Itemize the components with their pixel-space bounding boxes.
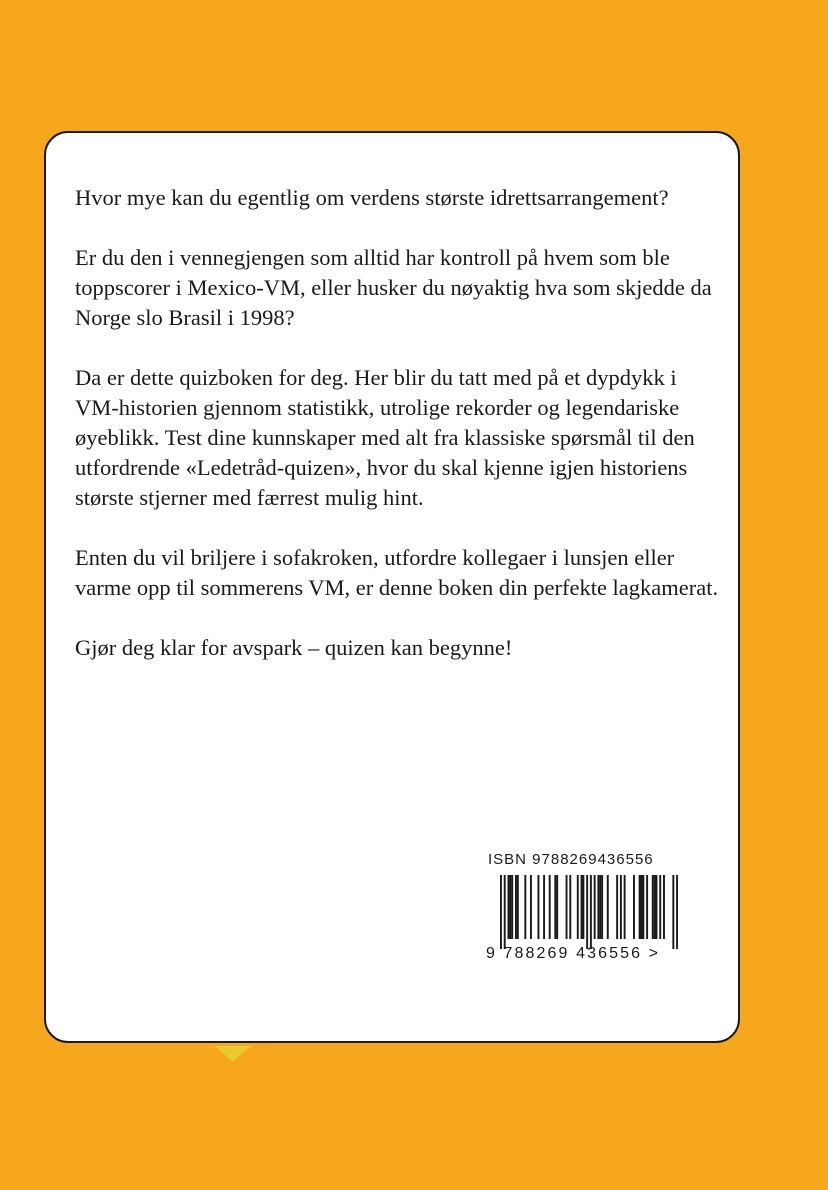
barcode-bar xyxy=(594,875,596,939)
barcode-bar xyxy=(601,875,603,939)
barcode-bar xyxy=(515,875,517,939)
barcode-bar xyxy=(554,875,556,939)
barcode-bar xyxy=(504,875,506,949)
barcode-bar xyxy=(654,875,656,939)
barcode-bar xyxy=(582,875,584,939)
barcode-bar xyxy=(659,875,661,939)
isbn-barcode xyxy=(486,851,701,963)
barcode-bar xyxy=(641,875,643,939)
barcode-bar xyxy=(530,875,532,939)
blurb-paragraph-1: Hvor mye kan du egentlig om verdens største idrettsarrangement? xyxy=(75,185,669,210)
blurb-paragraph-5: Gjør deg klar for avspark – quizen kan begynne! xyxy=(75,635,513,660)
blurb-paragraph-3: Da er dette quizboken for deg. Her blir du tatt med på et dypdykk i VM-historien gjennom statistikk, utrolige rekorder og legendariske øyeblikk. Test dine kunnskaper med alt fra klassiske spørsmål til den utfordrende «Ledetråd-quizen», hvor du skal kjenne igjen historiens største stjerner med færrest mulig hint. xyxy=(75,365,695,510)
barcode-bars-icon xyxy=(500,875,678,949)
decorative-triangle xyxy=(215,1046,251,1062)
barcode-bar xyxy=(507,875,509,939)
barcode-bar xyxy=(556,875,558,939)
barcode-bar xyxy=(599,875,601,939)
blurb-paragraph-2: Er du den i vennegjengen som alltid har kontroll på hvem som ble toppscorer i Mexico-VM, eller husker du nøyaktig hva som skjedde da Norge slo Brasil i 1998? xyxy=(75,245,712,330)
barcode-bar xyxy=(509,875,511,939)
barcode-bar xyxy=(511,875,513,939)
barcode-bar xyxy=(646,875,648,939)
barcode-bar xyxy=(524,875,526,939)
back-cover-card xyxy=(44,131,740,1043)
barcode-bar xyxy=(672,875,674,949)
barcode-bar xyxy=(652,875,654,939)
barcode-bar xyxy=(537,875,539,939)
barcode-bar xyxy=(642,875,644,939)
barcode-bar xyxy=(597,875,599,939)
barcode-bar xyxy=(639,875,641,939)
barcode-bar xyxy=(566,875,568,939)
barcode-bar xyxy=(543,875,545,939)
barcode-bar xyxy=(620,875,622,939)
barcode-bar xyxy=(624,875,626,939)
blurb xyxy=(75,183,725,693)
isbn-label: ISBN 9788269436556 xyxy=(488,851,654,868)
barcode-bar xyxy=(586,875,588,949)
barcode-digits: 9 788269 436556 > xyxy=(486,945,661,962)
barcode-bar xyxy=(577,875,579,939)
barcode-bar xyxy=(633,875,635,939)
barcode-bar xyxy=(569,875,571,939)
barcode-bar xyxy=(676,875,678,949)
barcode-bar xyxy=(549,875,551,939)
barcode-bar xyxy=(581,875,583,939)
barcode-bar xyxy=(663,875,665,939)
blurb-paragraph-4: Enten du vil briljere i sofakroken, utfordre kollegaer i lunsjen eller varme opp til sommerens VM, er denne boken din perfekte lagkamerat. xyxy=(75,545,719,600)
barcode-bar xyxy=(616,875,618,939)
barcode-bar xyxy=(517,875,519,939)
barcode-bar xyxy=(656,875,658,939)
barcode-bar xyxy=(500,875,502,949)
barcode-bar xyxy=(607,875,609,939)
barcode-bar xyxy=(590,875,592,949)
